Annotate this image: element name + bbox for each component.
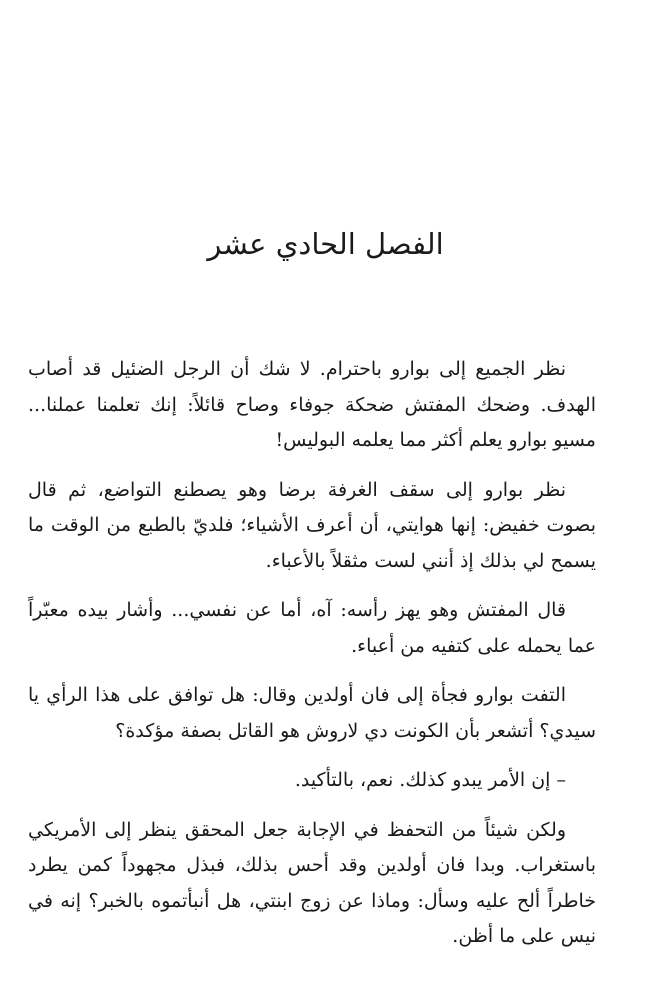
- paragraph-2: نظر بوارو إلى سقف الغرفة برضا وهو يصطنع التواضع، ثم قال بصوت خفيض: إنها هوايتي، أن أعرف الأشياء؛ فلديّ بالطبع من الوقت ما يسمح لي بذلك إذ أنني لست مثقلاً بالأعباء.: [28, 478, 596, 572]
- paragraph-4: التفت بوارو فجأة إلى فان أولدين وقال: هل توافق على هذا الرأي يا سيدي؟ أتشعر بأن الكونت دي لاروش هو القاتل بصفة مؤكدة؟: [28, 684, 596, 742]
- chapter-title: الفصل الحادي عشر: [207, 227, 444, 261]
- paragraph-6: ولكن شيئاً من التحفظ في الإجابة جعل المحقق ينظر إلى الأمريكي باستغراب. وبدا فان أولدين وقد أحس بذلك، فبذل مجهوداً كمن يطرد خاطراً ألح عليه وسأل: وماذا عن زوج ابنتي، هل أنبأتموه بالخبر؟ إنه في نيس على ما أظن.: [28, 818, 596, 947]
- paragraph-3: قال المفتش وهو يهز رأسه: آه، أما عن نفسي... وأشار بيده معبّراً عما يحمله على كتفيه من أعباء.: [28, 599, 596, 657]
- chapter-body: [28, 352, 596, 969]
- paragraph-1: نظر الجميع إلى بوارو باحترام. لا شك أن الرجل الضئيل قد أصاب الهدف. وضحك المفتش ضحكة جوفاء وصاح قائلاً: إنك تعلمنا عملنا... مسيو بوارو يعلم أكثر مما يعلمه البوليس!: [28, 358, 596, 451]
- paragraph-5-dialogue: – إن الأمر يبدو كذلك. نعم، بالتأكيد.: [294, 769, 566, 791]
